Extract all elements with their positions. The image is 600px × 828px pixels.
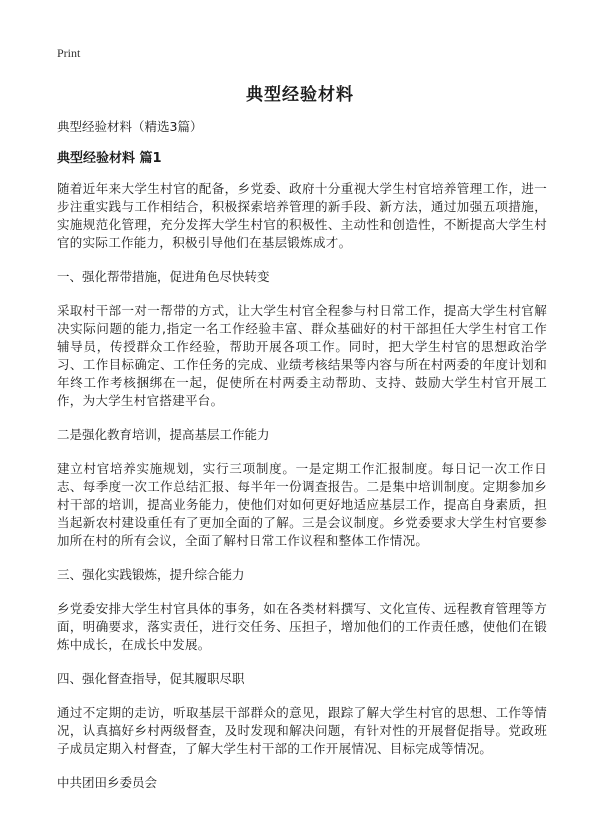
block-heading-3: 三、强化实践锻炼，提升综合能力 xyxy=(57,567,245,582)
block-body-4: 通过不定期的走访，听取基层干部群众的意见，跟踪了解大学生村官的思想、工作等情况，认真搞好乡村两级督查，及时发现和解决问题，有针对性的开展督促指导。党政班子成员定期入村督查，了解大学生村干部的工作开展情况、目标完成等情况。 xyxy=(57,705,547,756)
block-heading-2: 二是强化教育培训，提高基层工作能力 xyxy=(57,427,270,442)
page-title: 典型经验材料 xyxy=(246,85,354,105)
block-heading-4: 四、强化督查指导，促其履职尽职 xyxy=(57,671,245,686)
section-title: 典型经验材料 篇1 xyxy=(57,151,162,166)
document-body xyxy=(57,118,547,792)
intro-paragraph: 随着近年来大学生村官的配备，乡党委、政府十分重视大学生村官培养管理工作，进一步注重实践与工作相结合，积极探索培养管理的新手段、新方法，通过加强五项措施，实施规范化管理，充分发挥大学生村官的积极性、主动性和创造性，不断提高大学生村官的实际工作能力，积极引导他们在基层锻炼成才。 xyxy=(57,181,547,250)
block-body-1: 采取村干部一对一帮带的方式，让大学生村官全程参与村日常工作，提高大学生村官解决实际问题的能力,指定一名工作经验丰富、群众基础好的村干部担任大学生村官工作辅导员，传授群众工作经验，帮助开展各项工作。同时，把大学生村官的思想政治学习、工作目标确定、工作任务的完成、业绩考核结果等内容与所在村两委的年度计划和年终工作考核捆绑在一起，促使所在村两委主动帮助、支持、鼓励大学生村官开展工作，为大学生村官搭建平台。 xyxy=(57,303,547,408)
block-body-3: 乡党委安排大学生村官具体的事务，如在各类材料撰写、文化宣传、远程教育管理等方面，明确要求，落实责任，进行交任务、压担子，增加他们的工作责任感，使他们在锻炼中成长，在成长中发展。 xyxy=(57,601,547,652)
signature: 中共团田乡委员会 xyxy=(57,775,158,790)
block-heading-1: 一、强化帮带措施，促进角色尽快转变 xyxy=(57,269,270,284)
print-link[interactable]: Print xyxy=(57,46,81,60)
block-body-2: 建立村官培养实施规划，实行三项制度。一是定期工作汇报制度。每日记一次工作日志、每季度一次工作总结汇报、每半年一份调查报告。二是集中培训制度。定期参加乡村干部的培训，提高业务能力，使他们对如何更好地适应基层工作，提高自身素质，担当起新农村建设重任有了更加全面的了解。三是会议制度。乡党委要求大学生村官要参加所在村的所有会议，全面了解村日常工作议程和整体工作情况。 xyxy=(57,461,547,548)
document-subtitle: 典型经验材料（精选3篇） xyxy=(57,119,203,134)
